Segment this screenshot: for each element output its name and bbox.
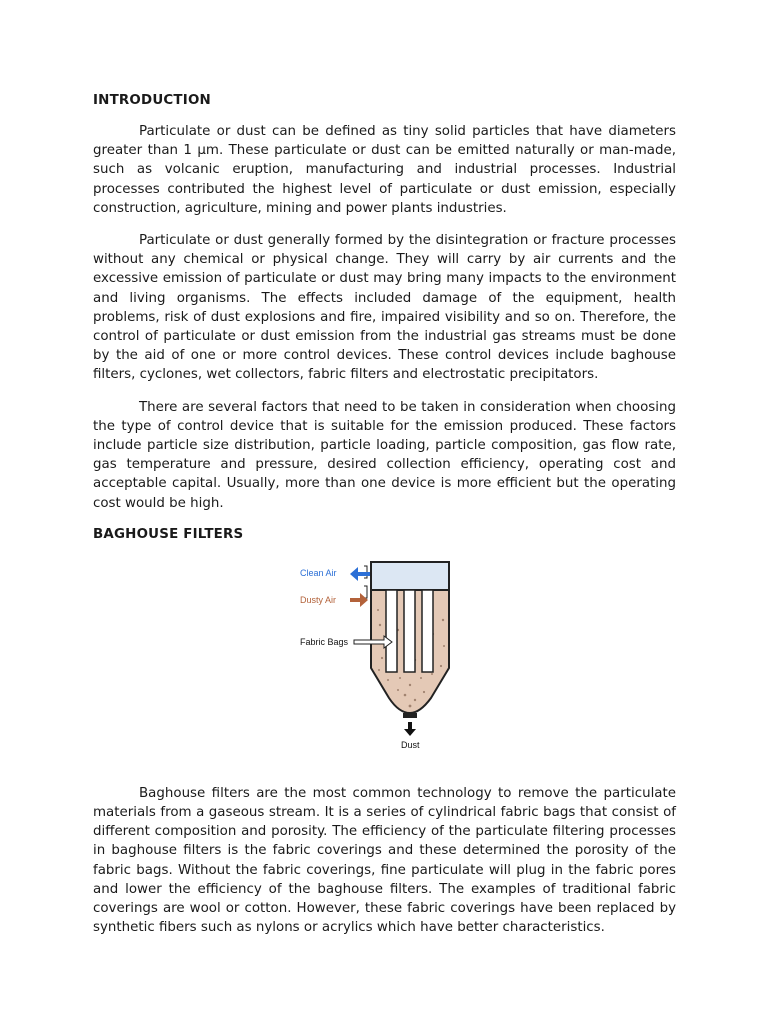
fabric-bags-label: Fabric Bags: [300, 636, 349, 647]
dusty-air-arrow: [350, 593, 368, 607]
baghouse-heading: BAGHOUSE FILTERS: [93, 526, 244, 542]
fabric-bag: [422, 590, 433, 672]
clean-air-label: Clean Air: [300, 567, 337, 578]
clean-chamber: [371, 562, 449, 590]
fabric-bag: [386, 590, 397, 672]
fabric-bag: [404, 590, 415, 672]
baghouse-paragraph: Baghouse filters are the most common technology to remove the particulate materials from a gaseous stream. It is a series of cylindrical fabric bags that consist of different composition and porosity. The efficiency of the particulate filtering processes in baghouse filters is the fabric coverings and these determined the porosity of the fabric bags. Without the fabric coverings, fine particulate will plug in the fabric pores and lower the efficiency of the baghouse filters. The examples of traditional fabric coverings are wool or cotton. However, these fabric coverings have been replaced by synthetic fibers such as nylons or acrylics which have better characteristics.: [93, 785, 676, 936]
intro-paragraph-3: There are several factors that need to be taken in consideration when choosing the type of control device that is suitable for the emission produced. These factors include particle size distribution, particle loading, particle composition, gas flow rate, gas temperature and pressure, desired collection efficiency, operating cost and acceptable capital. Usually, more than one device is more efficient but the operating cost would be high.: [93, 399, 676, 511]
intro-paragraph-2: Particulate or dust generally formed by the disintegration or fracture processes without any chemical or physical change. They will carry by air currents and the excessive emission of particulate or dust may bring many impacts to the environment and living organisms. The effects included damage of the equipment, health problems, risk of dust explosions and fire, impaired visibility and so on. Therefore, the control of particulate or dust emission from the industrial gas streams must be done by the aid of one or more control devices. These control devices include baghouse filters, cyclones, wet collectors, fabric filters and electrostatic precipitators.: [93, 233, 676, 383]
dust-label: Dust: [401, 739, 420, 750]
baghouse-illustration: [300, 550, 470, 750]
baghouse-diagram: [93, 550, 676, 768]
dust-arrow: [404, 722, 416, 736]
dusty-air-label: Dusty Air: [300, 594, 337, 605]
document-content: [93, 92, 676, 937]
dust-outlet: [403, 713, 417, 718]
introduction-heading: INTRODUCTION: [93, 93, 211, 108]
intro-paragraph-1: Particulate or dust can be defined as tiny solid particles that have diameters greater than 1 μm. These particulate or dust can be emitted naturally or man-made, such as volcanic eruption, manufacturing and industrial processes. Industrial processes contributed the highest level of particulate or dust emission, especially construction, agriculture, mining and power plants industries.: [93, 124, 676, 216]
